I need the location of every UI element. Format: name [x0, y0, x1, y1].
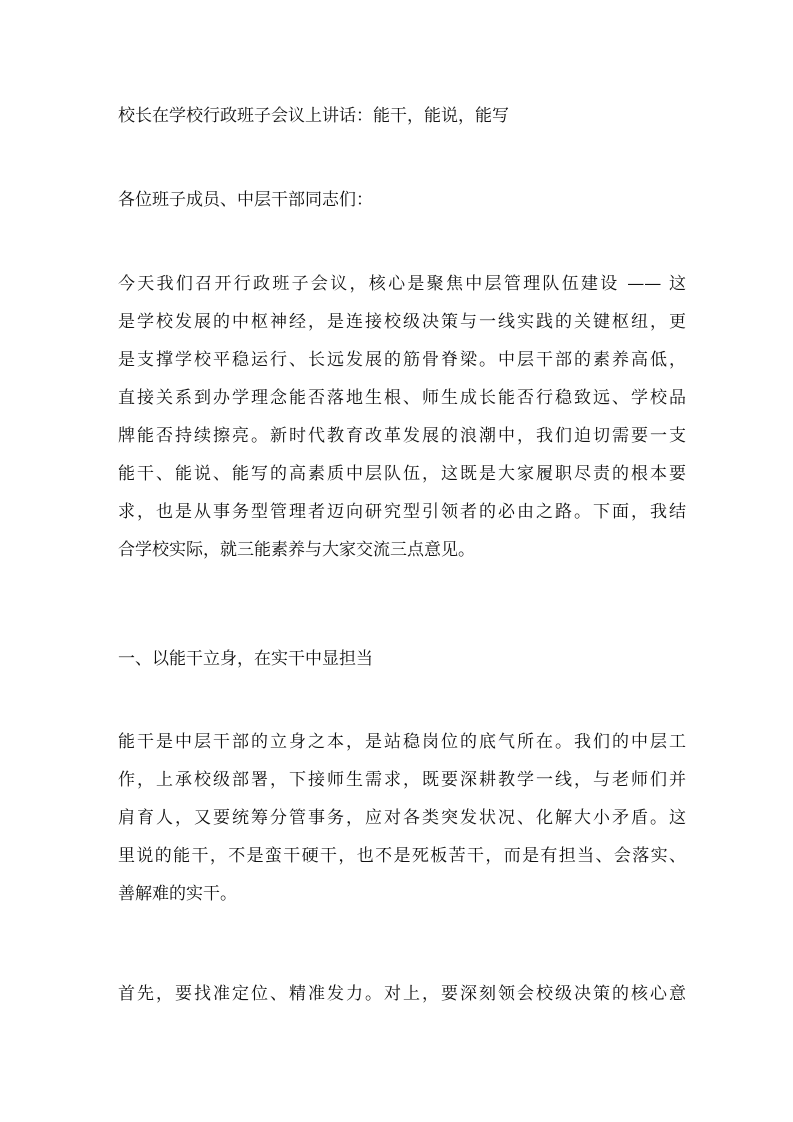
paragraph-line: 是学校发展的中枢神经，是连接校级决策与一线实践的关键枢纽，更 — [118, 312, 686, 332]
section1-first-point — [118, 975, 686, 1013]
salutation — [118, 181, 686, 219]
paragraph-line: 里说的能干，不是蛮干硬干，也不是死板苦干，而是有担当、会落实、 — [118, 846, 686, 866]
title-line: 校长在学校行政班子会议上讲话：能干，能说，能写 — [118, 106, 509, 126]
paragraph-line: 牌能否持续擦亮。新时代教育改革发展的浪潮中，我们迫切需要一支 — [118, 426, 686, 446]
paragraph-line: 今天我们召开行政班子会议，核心是聚焦中层管理队伍建设 —— 这 — [118, 274, 686, 294]
paragraph-line: 直接关系到办学理念能否落地生根、师生成长能否行稳致远、学校品 — [118, 388, 686, 408]
paragraph-line: 能干、能说、能写的高素质中层队伍，这既是大家履职尽责的根本要 — [118, 464, 686, 484]
intro-paragraph — [118, 265, 686, 569]
paragraph-line: 合学校实际，就三能素养与大家交流三点意见。 — [118, 540, 475, 560]
paragraph-line: 是支撑学校平稳运行、长远发展的筋骨脊梁。中层干部的素养高低， — [118, 350, 686, 370]
paragraph-line: 能干是中层干部的立身之本，是站稳岗位的底气所在。我们的中层工 — [118, 732, 686, 752]
paragraph-line: 求，也是从事务型管理者迈向研究型引领者的必由之路。下面，我结 — [118, 502, 686, 522]
paragraph-line: 首先，要找准定位、精准发力。对上，要深刻领会校级决策的核心意 — [118, 984, 686, 1004]
document-title — [118, 97, 686, 135]
paragraph-line: 善解难的实干。 — [118, 884, 237, 904]
section1-paragraph — [118, 723, 686, 913]
section-heading — [118, 640, 686, 678]
salutation-line: 各位班子成员、中层干部同志们： — [118, 190, 373, 210]
paragraph-line: 作，上承校级部署，下接师生需求，既要深耕教学一线，与老师们并 — [118, 770, 686, 790]
section-heading-line: 一、以能干立身，在实干中显担当 — [118, 649, 373, 669]
paragraph-line: 肩育人，又要统筹分管事务，应对各类突发状况、化解大小矛盾。这 — [118, 808, 686, 828]
